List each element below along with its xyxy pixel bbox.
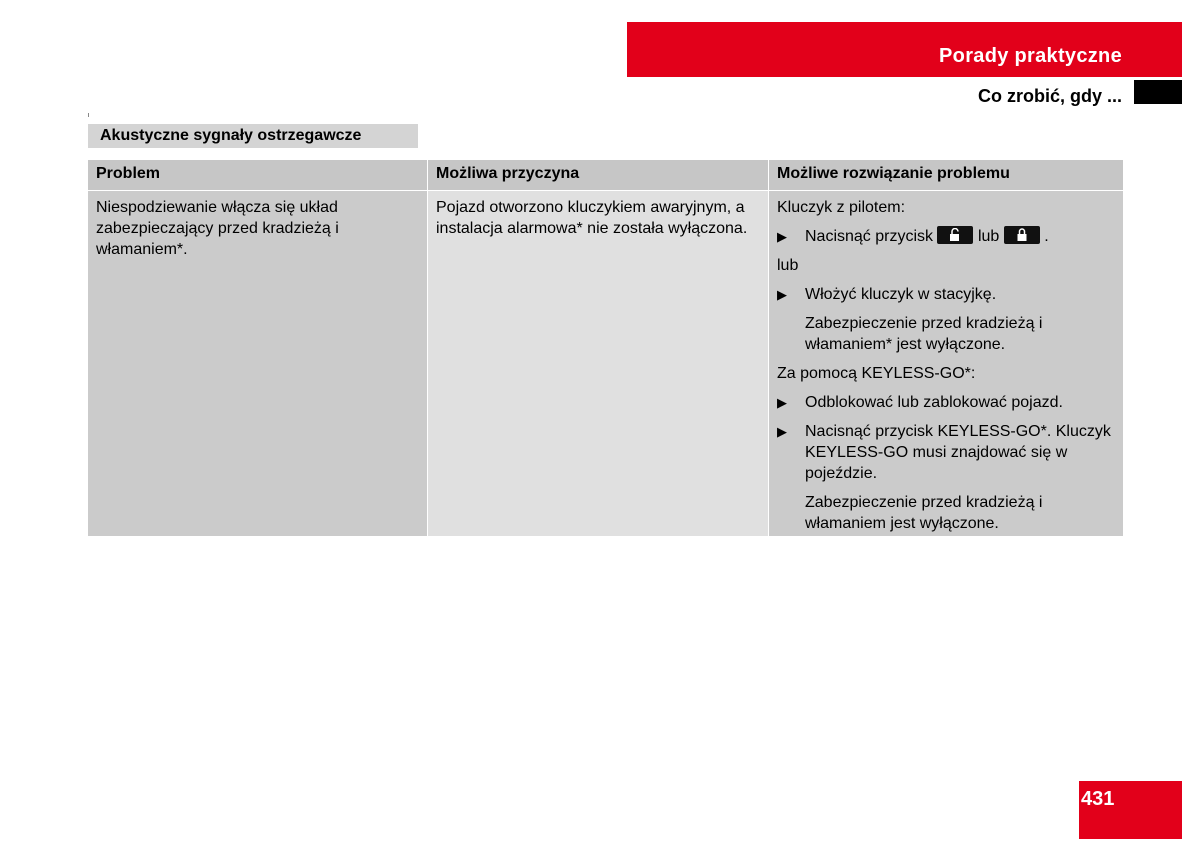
step1-prefix: Nacisnąć przycisk <box>805 228 934 245</box>
cell-solution <box>769 191 1123 536</box>
problem-text: Niespodziewanie włącza się układ zabezpieczający przed kradzieżą i włamaniem*. <box>96 199 339 258</box>
troubleshooting-table <box>88 160 1123 536</box>
solution-step <box>777 284 1115 305</box>
chapter-tab-marker <box>1134 80 1182 104</box>
result-text: Zabezpieczenie przed kradzieżą i włamaniem jest wyłączone. <box>805 494 1043 532</box>
bullet-arrow-icon: ▶ <box>777 287 787 302</box>
solution-or: lub <box>777 257 799 274</box>
unlock-icon <box>937 226 973 244</box>
solution-step <box>777 421 1115 484</box>
section-heading-bar <box>88 124 418 148</box>
page-number: 431 <box>1081 788 1115 810</box>
step4-text: Nacisnąć przycisk KEYLESS-GO*. Kluczyk KEYLESS-GO musi znajdować się w pojeździe. <box>805 423 1111 482</box>
margin-tick <box>88 113 89 117</box>
section-subtitle: Co zrobić, gdy ... <box>977 86 1122 106</box>
result-text: Zabezpieczenie przed kradzieżą i włamaniem* jest wyłączone. <box>805 315 1043 353</box>
column-header-problem: Problem <box>88 160 428 190</box>
bullet-arrow-icon: ▶ <box>777 395 787 410</box>
step1-suffix: . <box>1044 228 1049 245</box>
keyless-intro: Za pomocą KEYLESS-GO*: <box>777 365 976 382</box>
bullet-arrow-icon: ▶ <box>777 424 787 439</box>
step2-text: Włożyć kluczyk w stacyjkę. <box>805 286 997 303</box>
cell-cause <box>428 191 769 536</box>
column-header-cause: Możliwa przyczyna <box>428 160 769 190</box>
solution-step <box>777 392 1115 413</box>
step1-mid: lub <box>977 228 1000 245</box>
cell-problem <box>88 191 428 536</box>
chapter-title: Porady praktyczne <box>939 45 1122 67</box>
section-heading: Akustyczne sygnały ostrzegawcze <box>100 127 362 144</box>
step3-text: Odblokować lub zablokować pojazd. <box>805 394 1063 411</box>
column-header-solution: Możliwe rozwiązanie problemu <box>769 160 1123 190</box>
lock-icon <box>1004 226 1040 244</box>
solution-intro: Kluczyk z pilotem: <box>777 199 906 216</box>
bullet-arrow-icon: ▶ <box>777 229 787 244</box>
cause-text: Pojazd otworzono kluczykiem awaryjnym, a instalacja alarmowa* nie została wyłączona. <box>436 199 748 237</box>
solution-step <box>777 226 1115 247</box>
